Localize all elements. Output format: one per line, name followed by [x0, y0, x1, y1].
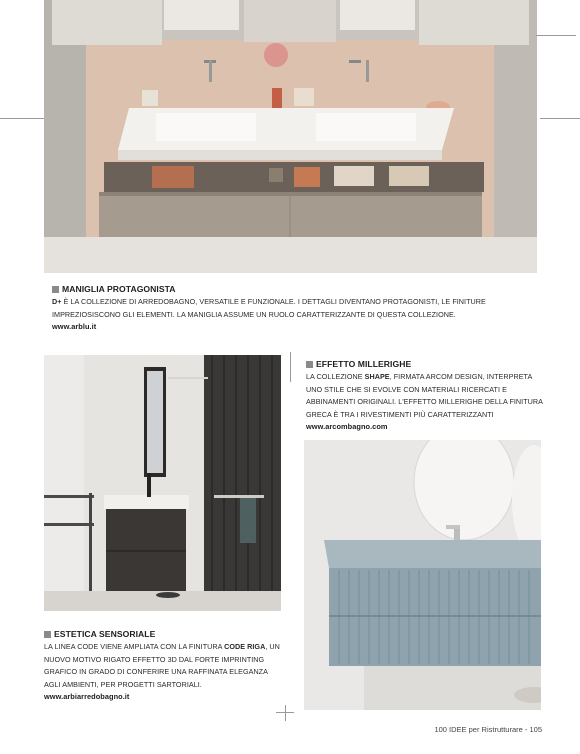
caption-maniglia-protagonista [52, 283, 534, 334]
caption-url[interactable]: www.arcombagno.com [306, 422, 388, 432]
crop-mark [0, 118, 44, 119]
crop-mark [285, 705, 286, 721]
caption-url[interactable]: www.arblu.it [52, 322, 97, 332]
caption-body: LA COLLEZIONE SHAPE, FIRMATA ARCOM DESIGN, INTERPRETA UNO STILE CHE SI EVOLVE CON MATERIALI RICERCATI E ABBINAMENTI ORIGINALI. L'EFFETTO MILLERIGHE DELLA FINITURA GRECA È TRA I RIVESTIMENTI PIÙ CARATTERIZZANTI [306, 372, 543, 419]
caption-title: ESTETICA SENSORIALE [44, 628, 284, 641]
caption-body: D+ È LA COLLEZIONE DI ARREDOBAGNO, VERSATILE E FUNZIONALE. I DETTAGLI DIVENTANO PROTAGONISTI, LE FINITURE IMPREZIOSISCONO GLI ELEMENTI. LA MANIGLIA ASSUME UN RUOLO CARATTERIZZANTE DI QUESTA COLLEZIONE. [52, 297, 486, 319]
title-square-icon [44, 631, 51, 638]
photo-double-vanity [44, 0, 537, 273]
page-footer: 100 IDEE per Ristrutturare - 105 [434, 725, 542, 734]
caption-estetica-sensoriale [44, 628, 284, 704]
caption-url[interactable]: www.arbiarredobagno.it [44, 692, 130, 702]
photo-code-riga-vanity [44, 355, 281, 611]
title-square-icon [52, 286, 59, 293]
caption-title: EFFETTO MILLERIGHE [306, 358, 546, 371]
caption-body: LA LINEA CODE VIENE AMPLIATA CON LA FINITURA CODE RIGA, UN NUOVO MOTIVO RIGATO EFFETTO 3D DAL FORTE IMPRINTING GRAFICO IN GRADO DI CONFERIRE UNA RAFFINATA ELEGANZA AGLI AMBIENTI, PER PROGETTI SARTORIALI. [44, 642, 280, 689]
photo-shape-vanity [304, 440, 541, 710]
caption-effetto-millerighe [306, 358, 546, 434]
crop-mark [540, 118, 580, 119]
crop-mark [290, 352, 291, 382]
title-square-icon [306, 361, 313, 368]
caption-title: MANIGLIA PROTAGONISTA [52, 283, 534, 296]
crop-mark [536, 35, 576, 36]
